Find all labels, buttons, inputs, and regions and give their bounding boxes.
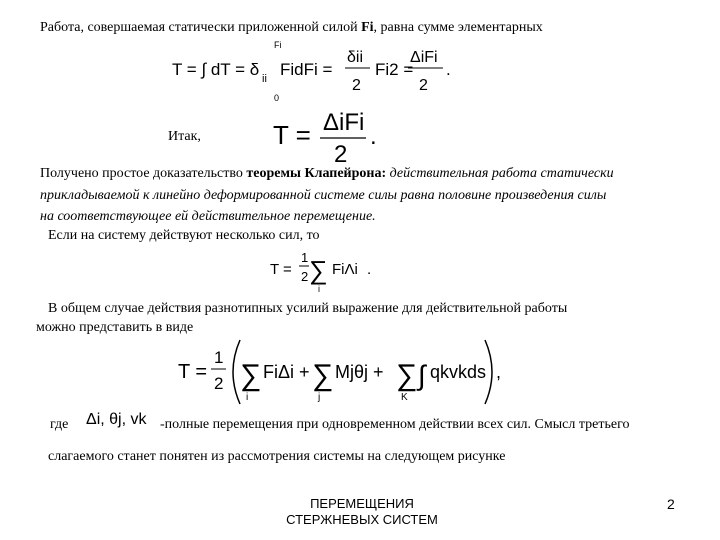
formula1-int-upper: Fi [274,40,282,50]
formula1-lhs: T = ∫ dT = δ [172,60,260,79]
intro-text: Работа, совершаемая статически приложенной силой [40,20,362,35]
right-paren-icon [485,340,492,404]
formula1-int-lower: 0 [274,93,280,103]
intro-tail: , равна сумме элементарных [373,20,543,35]
formula3-den: 2 [301,269,309,284]
clapeyron-theorem-name: теоремы Клапейрона: [246,166,387,181]
multiple-forces-line: Если на систему действуют несколько сил, то [48,228,320,243]
left-paren-icon [233,340,240,404]
formula1-integrand: FidFi = [280,60,333,79]
formula4-den: 2 [214,374,224,393]
formula4-term1: FiΔi + [263,362,310,382]
formula4-comma: , [496,362,502,382]
footer-title-line1: ПЕРЕМЕЩЕНИЯ [310,496,414,511]
formula2-den: 2 [334,141,348,168]
itak-label: Итак, [168,129,201,144]
formula1-frac2-den: 2 [419,77,428,94]
sum-icon: ∑ [309,255,328,285]
formula4-idx1: i [246,392,249,403]
general-case-line2: можно представить в виде [36,320,194,335]
formula4-num: 1 [214,348,224,367]
formula3-dot: . [367,261,372,278]
where-symbols: Δi, θj, vk [86,411,147,428]
closing-line: слагаемого станет понятен из рассмотрения системы на следующем рисунке [48,449,506,464]
page-number: 2 [667,496,675,512]
formula2-dot: . [370,123,377,150]
force-symbol: Fi [361,20,374,35]
para1-italic: действительная работа статически [386,166,614,181]
where-label: где [50,417,69,432]
where-description: -полные перемещения при одновременном действии всех сил. Смысл третьего [160,417,630,432]
formula3-term: FiΛi [332,261,358,278]
sum-icon: ∑ [312,359,334,392]
formula1-frac1-num: δii [347,49,364,66]
sum-icon: ∑ [240,359,262,392]
formula4-term2: Mjθj + [335,362,384,382]
para1-start: Получено простое доказательство [40,166,247,181]
integral-icon: ∫ [418,360,426,391]
footer-title [262,496,462,528]
formula4-lhs: T = [178,361,208,383]
formula2-lhs: T = [273,120,311,150]
formula3-sum-idx: i [318,284,320,294]
formula1-sub-ii: ii [262,73,267,85]
footer-title-line2: СТЕРЖНЕВЫХ СИСТЕМ [286,512,438,527]
formula2-num: ΔiFi [323,109,365,136]
general-case-line1: В общем случае действия разнотипных усилий выражение для действительной работы [48,301,568,316]
clapeyron-paragraph-line2: прикладываемой к линейно деформированной системе силы равна половине произведения силы [40,188,607,203]
formula3-lhs: T = [270,261,292,278]
formula1-fi2: Fi2 = [375,60,414,79]
formula1-frac2-num: ΔiFi [410,49,438,66]
formula3-num: 1 [301,250,309,265]
sum-icon: ∑ [396,359,418,392]
formula4-term3: qkvkds [430,362,487,382]
formula1-dot: . [446,60,451,79]
clapeyron-paragraph-line3: на соответствующее ей действительное перемещение. [40,209,376,224]
formula4-idx2: j [318,392,321,403]
formula1-frac1-den: 2 [352,77,361,94]
formula4-idx3: K [401,392,408,403]
